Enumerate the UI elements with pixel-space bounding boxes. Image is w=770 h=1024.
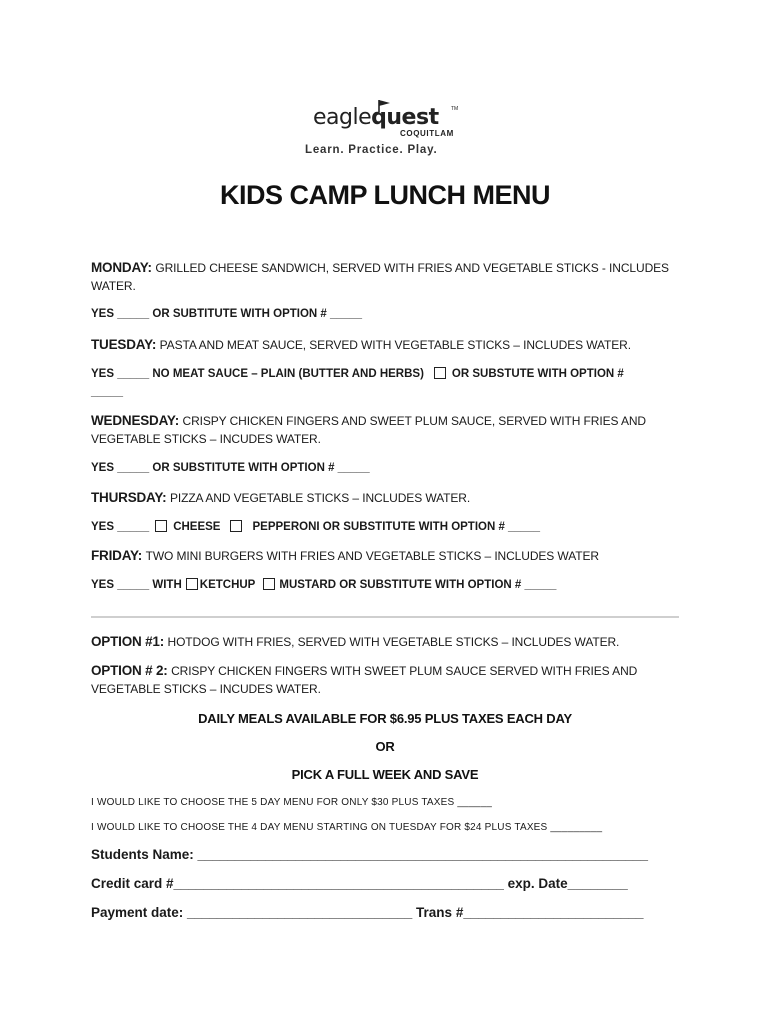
option2-label: OPTION # 2:	[91, 663, 168, 678]
full-week-heading: PICK A FULL WEEK AND SAVE	[291, 767, 479, 782]
wednesday-desc: CRISPY CHICKEN FINGERS AND SWEET PLUM SAUCE, SERVED WITH FRIES AND	[182, 414, 646, 428]
tuesday-label: TUESDAY:	[91, 337, 157, 352]
thursday-choice-cheese: CHEESE	[173, 521, 221, 533]
wednesday-label: WEDNESDAY:	[91, 413, 180, 428]
wednesday-line	[91, 413, 646, 428]
wednesday-desc-cont: VEGETABLE STICKS – INCUDES WATER.	[91, 432, 321, 446]
option1-line	[91, 634, 619, 649]
friday-ketchup-checkbox[interactable]	[186, 578, 198, 590]
option2-line	[91, 663, 637, 678]
thursday-label: THURSDAY:	[91, 490, 167, 505]
thursday-cheese-checkbox[interactable]	[155, 520, 167, 532]
tuesday-choice-cont: _____	[91, 386, 123, 398]
monday-line	[91, 260, 669, 275]
monday-desc-cont: WATER.	[91, 279, 136, 293]
tuesday-choice-substitute: OR SUBSTUTE WITH OPTION #	[451, 368, 624, 380]
four-day-option: I WOULD LIKE TO CHOOSE THE 4 DAY MENU STARTING ON TUESDAY FOR $24 PLUS TAXES _________	[91, 822, 603, 833]
friday-label: FRIDAY:	[91, 548, 143, 563]
wednesday-choice: YES _____ OR SUBSTITUTE WITH OPTION # _____	[91, 462, 370, 474]
payment-row	[91, 905, 644, 920]
student-name-field[interactable]: Students Name: ____________________________________________________________	[91, 847, 649, 862]
friday-line	[91, 548, 599, 563]
monday-choice: YES _____ OR SUBTITUTE WITH OPTION # _____	[91, 308, 362, 320]
friday-mustard-checkbox[interactable]	[263, 578, 275, 590]
tuesday-choice	[91, 367, 624, 380]
credit-card-field[interactable]: Credit card #____________________________________________	[91, 876, 504, 891]
page-title: KIDS CAMP LUNCH MENU	[219, 180, 550, 210]
trans-number-field[interactable]: Trans #________________________	[416, 905, 644, 920]
logo-location: COQUITLAM	[400, 129, 454, 138]
friday-choice-mustard: MUSTARD OR SUBSTITUTE WITH OPTION # _____	[279, 579, 557, 591]
option2-desc-cont: VEGETABLE STICKS – INCUDES WATER.	[91, 682, 321, 696]
section-divider	[91, 616, 679, 618]
friday-choice-yes: YES _____ WITH	[91, 579, 182, 591]
tuesday-choice-plain: YES _____ NO MEAT SAUCE – PLAIN (BUTTER AND HERBS)	[91, 368, 424, 380]
thursday-pepperoni-checkbox[interactable]	[230, 520, 242, 532]
friday-choice	[91, 578, 556, 591]
credit-card-row	[91, 876, 628, 891]
friday-desc: TWO MINI BURGERS WITH FRIES AND VEGETABLE STICKS – INCLUDES WATER	[145, 549, 599, 563]
tuesday-plain-checkbox[interactable]	[434, 367, 446, 379]
logo-wordmark: eaglequest	[313, 105, 439, 130]
monday-label: MONDAY:	[91, 260, 152, 275]
monday-desc: GRILLED CHEESE SANDWICH, SERVED WITH FRIES AND VEGETABLE STICKS - INCLUDES	[155, 261, 669, 275]
option2-desc: CRISPY CHICKEN FINGERS WITH SWEET PLUM SAUCE SERVED WITH FRIES AND	[171, 664, 638, 678]
thursday-choice-yes: YES _____	[91, 521, 150, 533]
thursday-line	[91, 490, 470, 505]
daily-price-heading: DAILY MEALS AVAILABLE FOR $6.95 PLUS TAXES EACH DAY	[198, 711, 572, 726]
option1-label: OPTION #1:	[91, 634, 165, 649]
thursday-choice-pepperoni: PEPPERONI OR SUBSTITUTE WITH OPTION # _____	[252, 521, 541, 533]
option1-desc: HOTDOG WITH FRIES, SERVED WITH VEGETABLE STICKS – INCLUDES WATER.	[167, 635, 620, 649]
tuesday-line	[91, 337, 631, 352]
friday-choice-ketchup: KETCHUP	[199, 579, 256, 591]
logo-tagline: Learn. Practice. Play.	[305, 144, 438, 156]
tuesday-desc: PASTA AND MEAT SAUCE, SERVED WITH VEGETABLE STICKS – INCLUDES WATER.	[159, 338, 631, 352]
thursday-desc: PIZZA AND VEGETABLE STICKS – INCLUDES WATER.	[169, 491, 471, 505]
logo-trademark: TM	[451, 106, 459, 112]
payment-date-field[interactable]: Payment date: ______________________________	[91, 905, 413, 920]
thursday-choice	[91, 520, 540, 533]
eaglequest-logo	[305, 100, 465, 160]
exp-date-field[interactable]: exp. Date________	[507, 876, 628, 891]
or-heading: OR	[375, 739, 395, 754]
five-day-option: I WOULD LIKE TO CHOOSE THE 5 DAY MENU FOR ONLY $30 PLUS TAXES ______	[91, 797, 492, 808]
